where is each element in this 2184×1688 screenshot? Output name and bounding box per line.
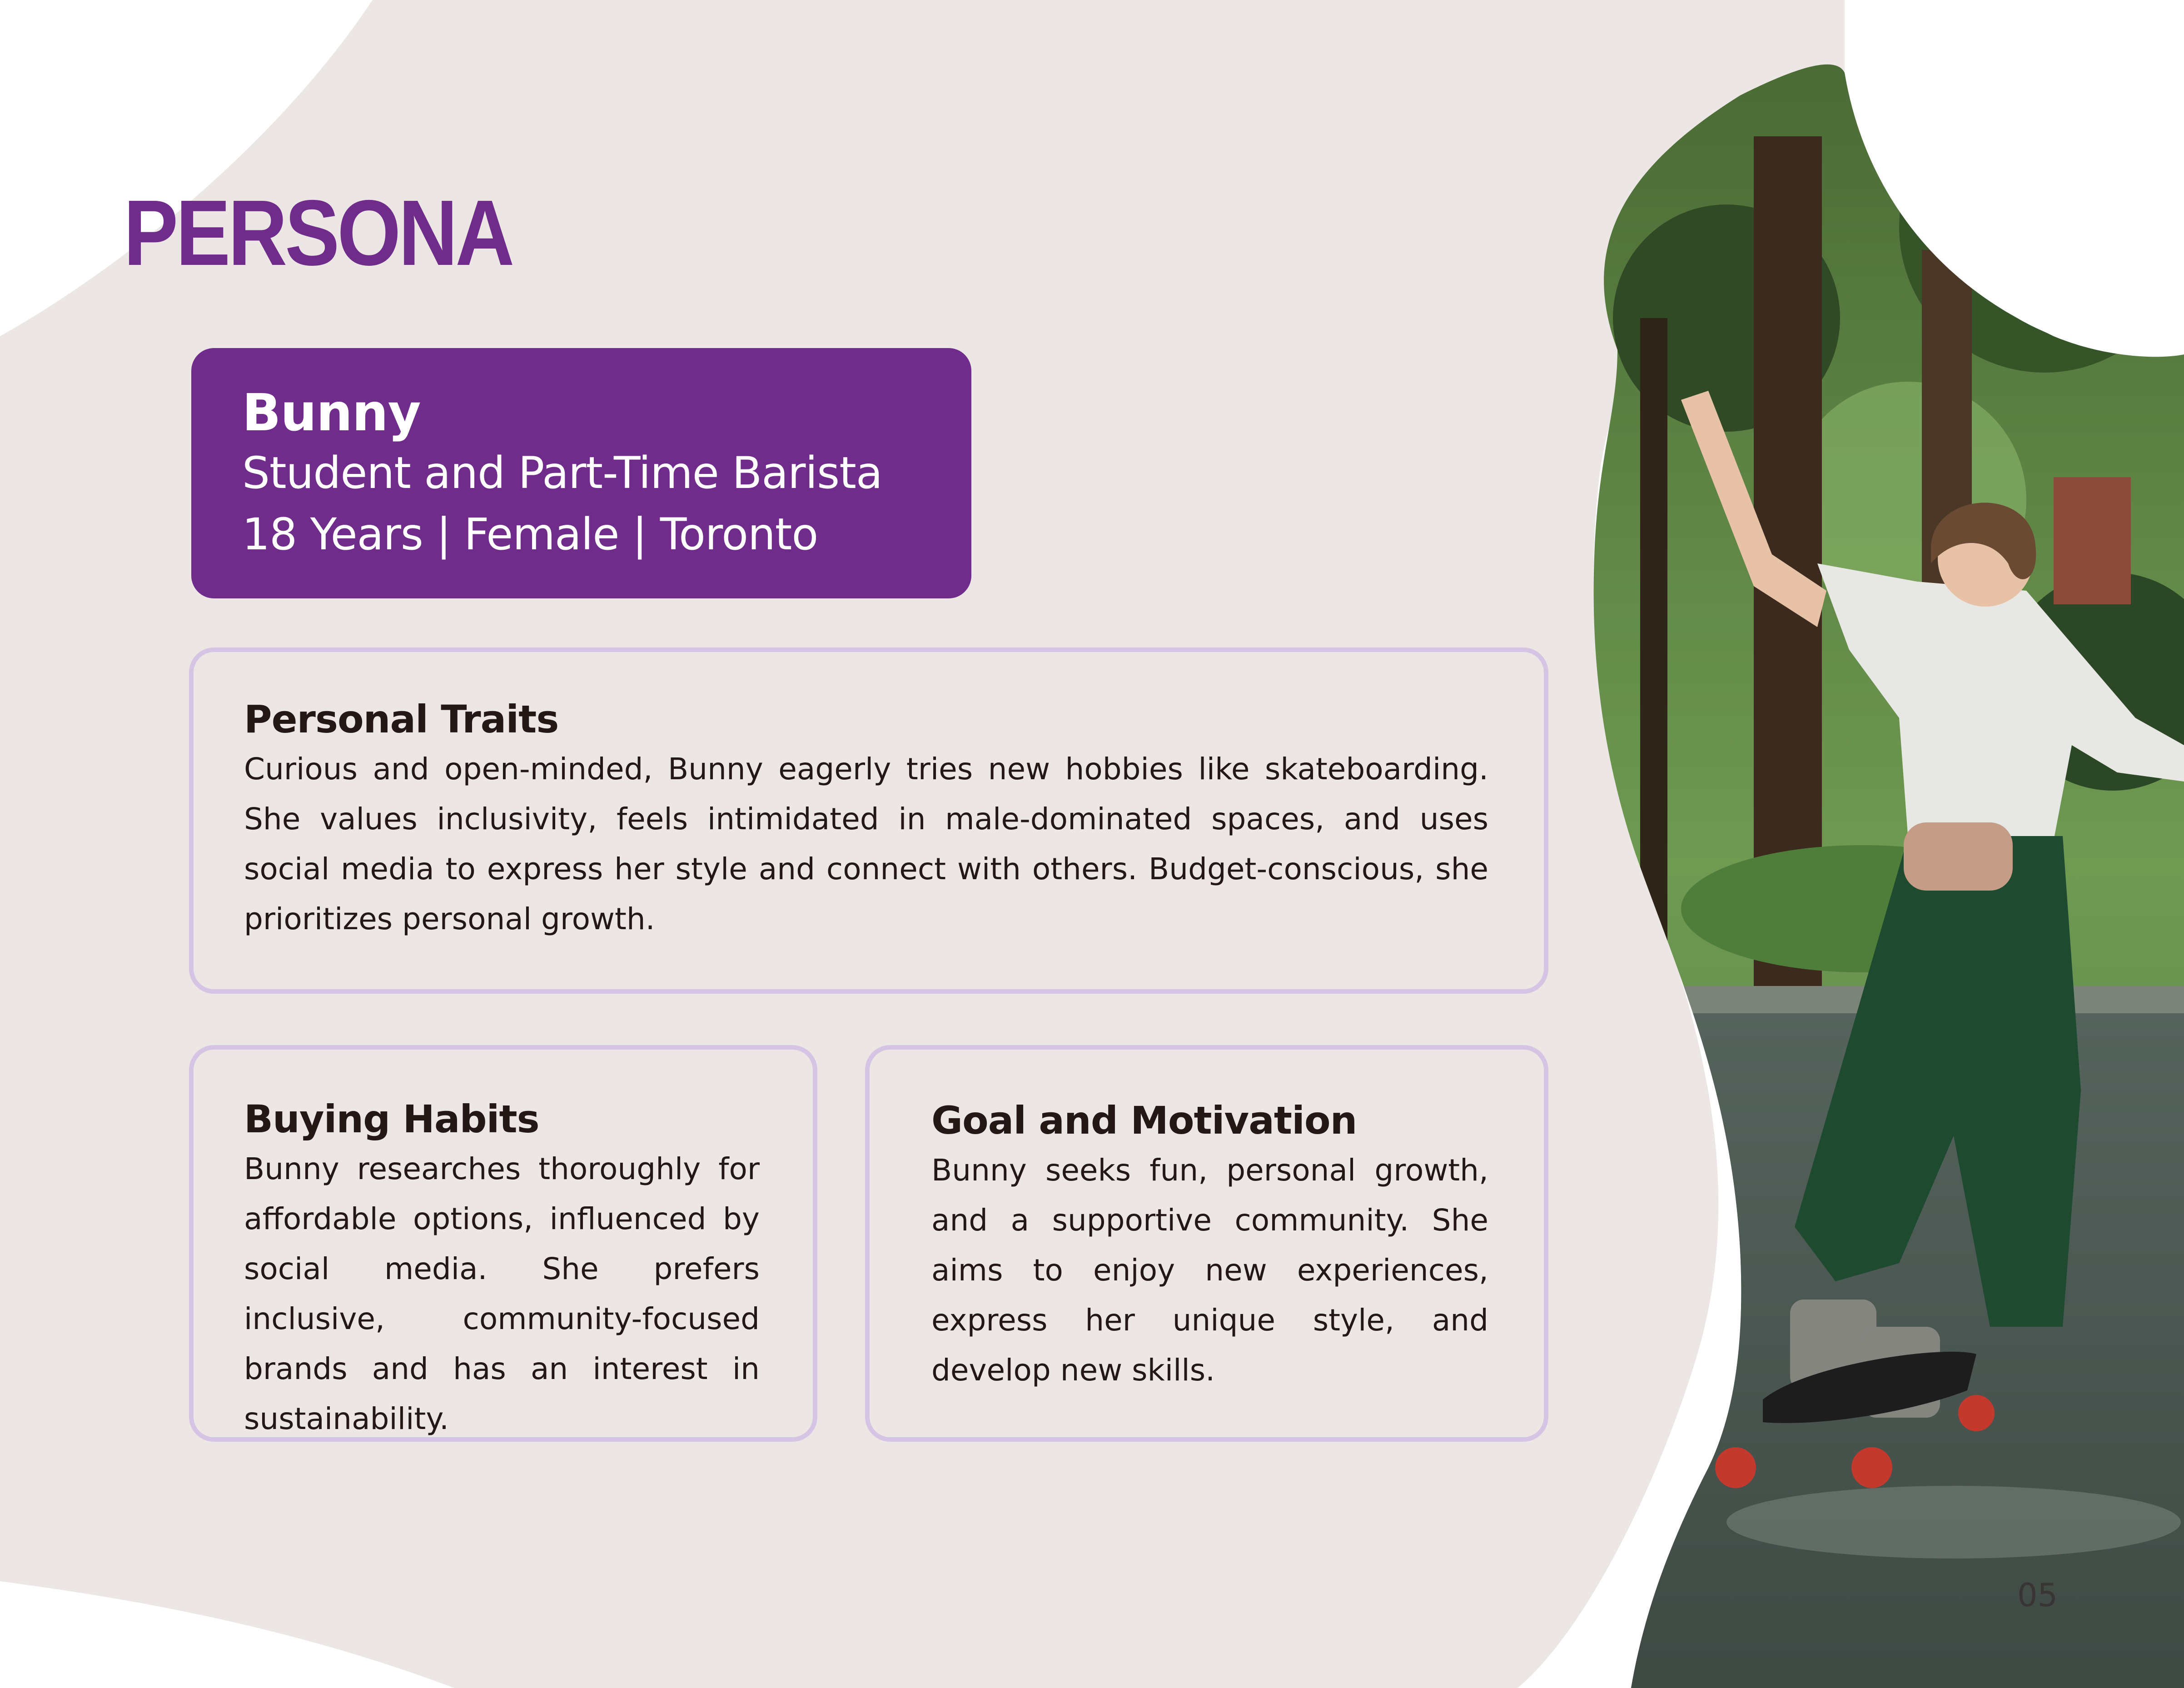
persona-name: Bunny — [242, 383, 421, 443]
persona-id-card — [191, 348, 971, 598]
persona-occupation: Student and Part-Time Barista — [242, 448, 882, 498]
buying-habits-body: Bunny researches thoroughly for affordable options, influenced by social media. She prefers inclusive, community-focused brands and has an interest in sustainability. — [244, 1151, 760, 1436]
persona-details: 18 Years | Female | Toronto — [242, 509, 818, 560]
goal-motivation-body: Bunny seeks fun, personal growth, and a supportive community. She aims to enjoy new experiences, express her unique style, and develop new skills. — [931, 1153, 1488, 1388]
goal-motivation-heading: Goal and Motivation — [931, 1098, 1357, 1143]
buying-habits-heading: Buying Habits — [244, 1097, 539, 1141]
personal-traits-heading: Personal Traits — [244, 697, 559, 742]
buying-habits-card — [189, 1045, 817, 1442]
personal-traits-card — [189, 647, 1548, 994]
page-title: PERSONA — [124, 181, 512, 285]
personal-traits-body: Curious and open-minded, Bunny eagerly tries new hobbies like skateboarding. She values inclusivity, feels intimidated in male-dominated spaces, and uses social media to express her style and connect with others. Budget-conscious, she prioritizes personal growth. — [244, 752, 1488, 936]
goal-motivation-card — [865, 1045, 1548, 1442]
page-number: 05 — [2017, 1577, 2058, 1614]
